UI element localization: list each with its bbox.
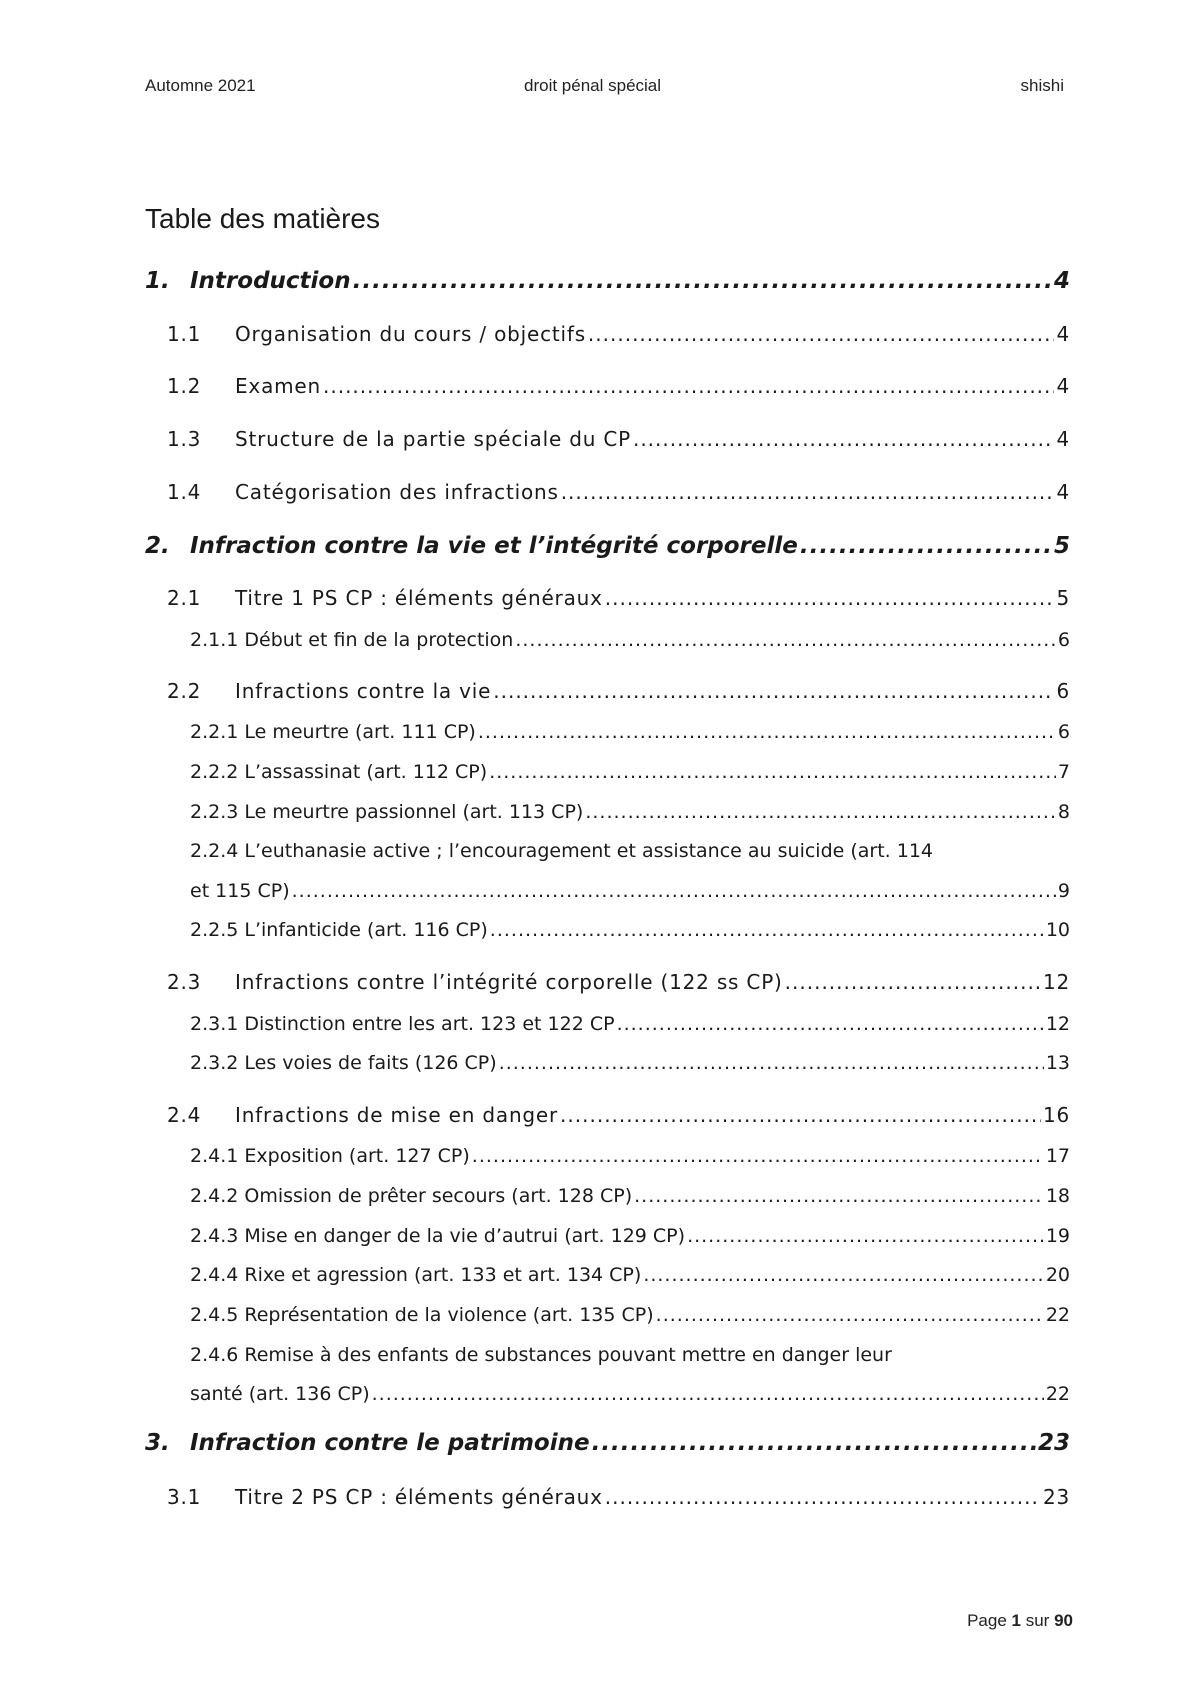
toc-entry-title: 2.4.4 Rixe et agression (art. 133 et art. 134 CP) [190,1264,642,1286]
toc-dot-leader [515,629,1056,651]
toc-entry-number: 1.3 [167,427,202,451]
footer-page-total: 90 [1054,1611,1073,1630]
toc-entry-2-3[interactable] [167,970,1070,994]
toc-entry-title: Titre 2 PS CP : éléments généraux [235,1485,603,1509]
toc-dot-leader [489,761,1056,783]
toc-entry-title: 2.2.3 Le meurtre passionnel (art. 113 CP) [190,801,584,823]
toc-entry-title: 2.4.5 Représentation de la violence (art. 135 CP) [190,1304,654,1326]
toc-entry-page: 4 [1056,427,1070,451]
toc-dot-leader [472,1145,1044,1167]
toc-dot-leader [592,1430,1036,1456]
toc-entry-title: Infraction contre la vie et l’intégrité corporelle [190,533,798,559]
toc-dot-leader [633,427,1055,451]
toc-entry-page: 9 [1057,880,1070,902]
toc-entry-1-2[interactable] [167,374,1070,398]
toc-dot-leader [561,480,1055,504]
toc-entry-title: Organisation du cours / objectifs [235,322,586,346]
toc-entry-1-1[interactable] [167,322,1070,346]
header-author: shishi [1020,76,1064,95]
toc-dot-leader [323,374,1054,398]
toc-entry-number: 3.1 [167,1485,202,1509]
toc-entry-2-4-6-line1[interactable]: 2.4.6 Remise à des enfants de substances pouvant mettre en danger leur [190,1344,892,1366]
toc-entry-2-4[interactable] [167,1103,1070,1127]
toc-entry-title: 2.2.2 L’assassinat (art. 112 CP) [190,761,488,783]
toc-dot-leader [588,322,1055,346]
toc-entry-title: 2.4.3 Mise en danger de la vie d’autrui (art. 129 CP) [190,1225,686,1247]
toc-dot-leader [478,721,1056,743]
toc-entry-title: Infractions contre l’intégrité corporelle (122 ss CP) [235,970,783,994]
toc-entry-title-continued: santé (art. 136 CP) [190,1383,370,1405]
toc-dot-leader [372,1383,1044,1405]
toc-dot-leader [605,1485,1041,1509]
toc-entry-2-2-4[interactable] [190,880,1070,902]
toc-dot-leader [785,970,1041,994]
toc-dot-leader [634,1185,1044,1207]
toc-entry-title: 2.4.1 Exposition (art. 127 CP) [190,1145,470,1167]
toc-entry-title-continued: et 115 CP) [190,880,290,902]
toc-entry-title: Examen [235,374,321,398]
toc-entry-1[interactable] [145,268,1070,294]
toc-entry-title: 2.1.1 Début et fin de la protection [190,629,514,651]
toc-dot-leader [499,1052,1044,1074]
toc-entry-2-4-6[interactable] [190,1383,1070,1405]
toc-entry-page: 6 [1057,629,1070,651]
toc-entry-page: 18 [1045,1185,1070,1207]
toc-entry-title: Infractions contre la vie [235,679,492,703]
toc-entry-page: 23 [1042,1485,1070,1509]
toc-title: Table des matières [145,203,381,234]
toc-dot-leader [585,801,1056,823]
toc-entry-2-1[interactable] [167,586,1070,610]
toc-dot-leader [353,268,1052,294]
toc-entry-page: 10 [1045,919,1070,941]
toc-dot-leader [493,679,1054,703]
toc-entry-title: Introduction [190,268,351,294]
toc-entry-title: 2.2.1 Le meurtre (art. 111 CP) [190,721,476,743]
toc-entry-page: 17 [1045,1145,1070,1167]
toc-dot-leader [292,880,1056,902]
toc-entry-title: 2.3.2 Les voies de faits (126 CP) [190,1052,497,1074]
toc-dot-leader [560,1103,1041,1127]
toc-entry-1-4[interactable] [167,480,1070,504]
toc-entry-page: 5 [1056,586,1070,610]
header-semester: Automne 2021 [145,76,256,95]
toc-entry-title: Titre 1 PS CP : éléments généraux [235,586,603,610]
toc-entry-page: 6 [1057,721,1070,743]
toc-entry-number: 1.4 [167,480,202,504]
footer-of-word: sur [1025,1611,1050,1630]
toc-entry-page: 22 [1045,1383,1070,1405]
toc-entry-2-2-1[interactable] [190,721,1070,743]
toc-entry-page: 7 [1057,761,1070,783]
toc-dot-leader [643,1264,1044,1286]
toc-dot-leader [656,1304,1044,1326]
toc-entry-number: 2.4 [167,1103,202,1127]
toc-dot-leader [800,533,1052,559]
toc-entry-2-4-3[interactable] [190,1225,1070,1247]
toc-entry-page: 19 [1045,1225,1070,1247]
toc-entry-2-2-3[interactable] [190,801,1070,823]
toc-entry-page: 20 [1045,1264,1070,1286]
page-footer [967,1611,1073,1631]
footer-page-number: 1 [1011,1611,1021,1630]
toc-entry-number: 2.2 [167,679,202,703]
toc-dot-leader [617,1013,1044,1035]
toc-entry-page: 22 [1045,1304,1070,1326]
toc-entry-title: 2.2.5 L’infanticide (art. 116 CP) [190,919,488,941]
toc-entry-page: 4 [1056,374,1070,398]
toc-entry-number: 2.1 [167,586,202,610]
toc-entry-title: 2.4.2 Omission de prêter secours (art. 128 CP) [190,1185,633,1207]
footer-page-word: Page [967,1611,1007,1630]
toc-entry-2-4-4[interactable] [190,1264,1070,1286]
toc-entry-title: Infractions de mise en danger [235,1103,559,1127]
toc-entry-2-2-2[interactable] [190,761,1070,783]
toc-entry-2-2-5[interactable] [190,919,1070,941]
toc-entry-page: 4 [1056,480,1070,504]
toc-entry-page: 4 [1053,268,1070,294]
toc-dot-leader [605,586,1055,610]
toc-entry-title: Infraction contre le patrimoine [190,1430,590,1456]
toc-entry-number: 1.2 [167,374,202,398]
toc-entry-title: Structure de la partie spéciale du CP [235,427,631,451]
toc-entry-3[interactable] [145,1430,1070,1456]
toc-entry-number: 1.1 [167,322,202,346]
toc-entry-page: 12 [1042,970,1070,994]
toc-entry-page: 4 [1056,322,1070,346]
toc-entry-page: 6 [1056,679,1070,703]
toc-entry-2-3-1[interactable] [190,1013,1070,1035]
toc-entry-page: 16 [1042,1103,1070,1127]
toc-entry-1-3[interactable] [167,427,1070,451]
toc-dot-leader [687,1225,1044,1247]
toc-entry-2-2-4-line1[interactable]: 2.2.4 L’euthanasie active ; l’encouragement et assistance au suicide (art. 114 [190,840,934,862]
toc-entry-title: 2.3.1 Distinction entre les art. 123 et 122 CP [190,1013,615,1035]
toc-entry-title: Catégorisation des infractions [235,480,559,504]
toc-entry-number: 3. [145,1430,170,1456]
toc-entry-2-4-5[interactable] [190,1304,1070,1326]
toc-entry-2-4-2[interactable] [190,1185,1070,1207]
toc-entry-3-1[interactable] [167,1485,1070,1509]
toc-entry-page: 5 [1053,533,1070,559]
toc-entry-2[interactable] [145,533,1070,559]
toc-dot-leader [490,919,1044,941]
toc-entry-page: 12 [1045,1013,1070,1035]
toc-entry-2-1-1[interactable] [190,629,1070,651]
toc-entry-2-4-1[interactable] [190,1145,1070,1167]
toc-entry-2-2[interactable] [167,679,1070,703]
toc-entry-number: 2.3 [167,970,202,994]
toc-entry-2-3-2[interactable] [190,1052,1070,1074]
toc-entry-page: 8 [1057,801,1070,823]
toc-entry-number: 1. [145,268,170,294]
header-course: droit pénal spécial [524,76,662,95]
toc-entry-number: 2. [145,533,170,559]
toc-entry-page: 23 [1037,1430,1070,1456]
toc-entry-page: 13 [1045,1052,1070,1074]
